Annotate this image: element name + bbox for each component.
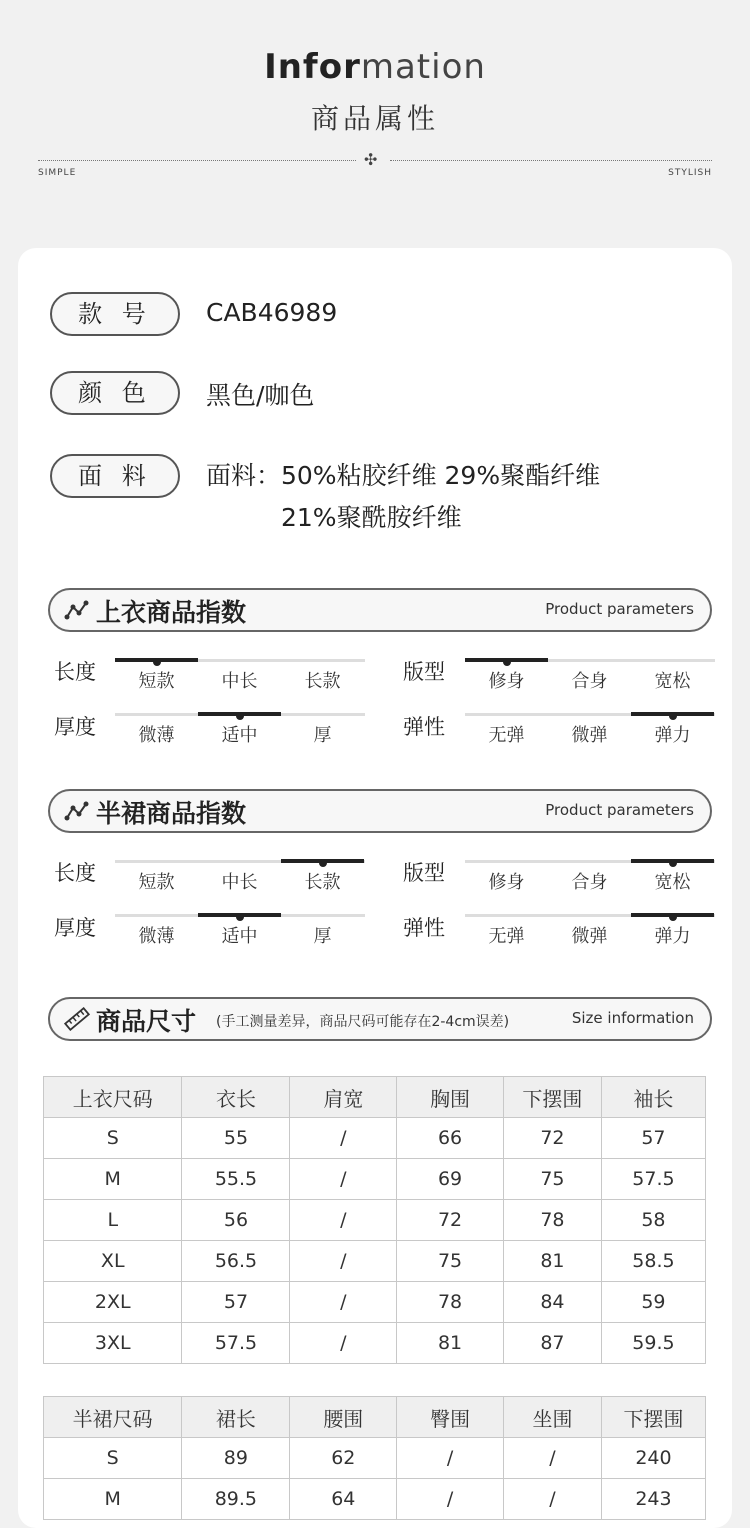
divider-right bbox=[390, 160, 712, 161]
table-cell: M bbox=[44, 1479, 182, 1520]
scale-option: 微薄 bbox=[138, 926, 175, 947]
scale-option: 宽松 bbox=[654, 872, 691, 893]
scale-option: 中长 bbox=[221, 671, 258, 692]
scale-selected-dot bbox=[669, 913, 677, 921]
table-cell: 75 bbox=[397, 1241, 504, 1282]
table-cell: / bbox=[290, 1282, 397, 1323]
table-header-row bbox=[44, 1397, 706, 1438]
skirt-index-subtitle: Product parameters bbox=[545, 801, 694, 819]
table-cell: 56 bbox=[182, 1200, 290, 1241]
table-cell: 84 bbox=[503, 1282, 601, 1323]
table-cell: 64 bbox=[290, 1479, 397, 1520]
table-row bbox=[44, 1159, 706, 1200]
table-cell: 57.5 bbox=[182, 1323, 290, 1364]
scale-option: 合身 bbox=[571, 671, 608, 692]
skirt-fit-scale bbox=[465, 860, 715, 900]
skirt-thickness-label: 厚度 bbox=[54, 916, 96, 940]
table-header-cell: 坐围 bbox=[504, 1397, 602, 1438]
top-index-subtitle: Product parameters bbox=[545, 600, 694, 618]
table-header-cell: 臀围 bbox=[397, 1397, 504, 1438]
skirt-thickness-scale bbox=[115, 914, 365, 954]
scale-option: 无弹 bbox=[488, 926, 525, 947]
skirt-length-scale bbox=[115, 860, 365, 900]
trend-line-icon bbox=[64, 598, 90, 622]
table-cell: / bbox=[290, 1200, 397, 1241]
table-cell: 89 bbox=[182, 1438, 290, 1479]
table-header-cell: 腰围 bbox=[290, 1397, 397, 1438]
table-cell: 240 bbox=[601, 1438, 705, 1479]
table-cell: 78 bbox=[503, 1200, 601, 1241]
table-cell: / bbox=[290, 1323, 397, 1364]
size-info-header bbox=[48, 997, 712, 1041]
scale-option: 适中 bbox=[221, 926, 258, 947]
table-cell: S bbox=[44, 1438, 182, 1479]
table-cell: 72 bbox=[503, 1118, 601, 1159]
scale-option: 长款 bbox=[304, 872, 341, 893]
scale-option: 厚 bbox=[313, 926, 332, 947]
scale-selected-dot bbox=[236, 712, 244, 720]
skirt-index-header bbox=[48, 789, 712, 833]
table-cell: / bbox=[504, 1479, 602, 1520]
style-number-label: 款 号 bbox=[50, 292, 180, 336]
table-header-cell: 肩宽 bbox=[290, 1077, 397, 1118]
table-cell: 87 bbox=[503, 1323, 601, 1364]
table-cell: 72 bbox=[397, 1200, 504, 1241]
scale-selected-dot bbox=[153, 658, 161, 666]
top-thickness-scale bbox=[115, 713, 365, 753]
title-chinese: 商品属性 bbox=[310, 102, 439, 135]
ornament-icon: ✣ bbox=[364, 150, 378, 169]
table-cell: 89.5 bbox=[182, 1479, 290, 1520]
color-value: 黑色/咖色 bbox=[206, 381, 315, 410]
scale-option: 弹力 bbox=[654, 725, 691, 746]
table-cell: 57 bbox=[182, 1282, 290, 1323]
scale-option: 无弹 bbox=[488, 725, 525, 746]
tag-stylish: STYLISH bbox=[668, 168, 712, 178]
fabric-value-line2: 21%聚酰胺纤维 bbox=[281, 503, 462, 532]
table-header-cell: 半裙尺码 bbox=[44, 1397, 182, 1438]
scale-option: 长款 bbox=[304, 671, 341, 692]
table-cell: M bbox=[44, 1159, 182, 1200]
scale-option: 微薄 bbox=[138, 725, 175, 746]
skirt-size-table bbox=[43, 1396, 706, 1520]
scale-selected-dot bbox=[503, 658, 511, 666]
scale-selected-dot bbox=[319, 859, 327, 867]
scale-option: 修身 bbox=[488, 872, 525, 893]
table-cell: 81 bbox=[503, 1241, 601, 1282]
table-row bbox=[44, 1200, 706, 1241]
tag-simple: SIMPLE bbox=[38, 168, 77, 178]
table-row bbox=[44, 1241, 706, 1282]
table-header-cell: 衣长 bbox=[182, 1077, 290, 1118]
scale-option: 弹力 bbox=[654, 926, 691, 947]
color-label: 颜 色 bbox=[50, 371, 180, 415]
top-fit-scale bbox=[465, 659, 715, 699]
table-cell: 55.5 bbox=[182, 1159, 290, 1200]
table-cell: 81 bbox=[397, 1323, 504, 1364]
table-row bbox=[44, 1118, 706, 1159]
table-cell: XL bbox=[44, 1241, 182, 1282]
fabric-value-line1: 面料：50%粘胶纤维 29%聚酯纤维 bbox=[206, 461, 601, 490]
table-cell: / bbox=[290, 1118, 397, 1159]
table-cell: 58.5 bbox=[601, 1241, 705, 1282]
top-length-scale bbox=[115, 659, 365, 699]
top-fit-label: 版型 bbox=[403, 660, 445, 684]
table-cell: 58 bbox=[601, 1200, 705, 1241]
table-cell: 62 bbox=[290, 1438, 397, 1479]
table-cell: 78 bbox=[397, 1282, 504, 1323]
top-elasticity-label: 弹性 bbox=[403, 715, 445, 739]
fabric-label: 面 料 bbox=[50, 454, 180, 498]
table-cell: 66 bbox=[397, 1118, 504, 1159]
table-cell: S bbox=[44, 1118, 182, 1159]
scale-option: 中长 bbox=[221, 872, 258, 893]
table-row bbox=[44, 1438, 706, 1479]
table-cell: 57.5 bbox=[601, 1159, 705, 1200]
scale-option: 厚 bbox=[313, 725, 332, 746]
scale-option: 微弹 bbox=[571, 725, 608, 746]
top-index-title: 上衣商品指数 bbox=[96, 598, 247, 627]
skirt-index-title: 半裙商品指数 bbox=[96, 799, 247, 828]
scale-option: 宽松 bbox=[654, 671, 691, 692]
divider-left bbox=[38, 160, 356, 161]
table-header-cell: 下摆围 bbox=[503, 1077, 601, 1118]
skirt-length-label: 长度 bbox=[54, 861, 96, 885]
scale-selected-dot bbox=[669, 859, 677, 867]
table-cell: 57 bbox=[601, 1118, 705, 1159]
table-row bbox=[44, 1323, 706, 1364]
table-row bbox=[44, 1479, 706, 1520]
table-header-cell: 袖长 bbox=[601, 1077, 705, 1118]
top-length-label: 长度 bbox=[54, 660, 96, 684]
size-info-title: 商品尺寸 bbox=[96, 1007, 197, 1036]
table-cell: 75 bbox=[503, 1159, 601, 1200]
ruler-icon bbox=[64, 1007, 90, 1031]
top-index-header bbox=[48, 588, 712, 632]
scale-option: 合身 bbox=[571, 872, 608, 893]
scale-option: 微弹 bbox=[571, 926, 608, 947]
size-info-note: (手工测量差异，商品尺码可能存在2-4cm误差) bbox=[216, 1014, 510, 1030]
table-cell: 2XL bbox=[44, 1282, 182, 1323]
top-elasticity-scale bbox=[465, 713, 715, 753]
table-header-row bbox=[44, 1077, 706, 1118]
scale-option: 短款 bbox=[138, 671, 175, 692]
table-cell: / bbox=[290, 1159, 397, 1200]
table-cell: 55 bbox=[182, 1118, 290, 1159]
table-cell: / bbox=[397, 1479, 504, 1520]
table-cell: 69 bbox=[397, 1159, 504, 1200]
table-cell: 3XL bbox=[44, 1323, 182, 1364]
title-english: Information bbox=[264, 47, 486, 87]
scale-option: 修身 bbox=[488, 671, 525, 692]
scale-selected-dot bbox=[669, 712, 677, 720]
table-header-cell: 上衣尺码 bbox=[44, 1077, 182, 1118]
style-number-value: CAB46989 bbox=[206, 298, 338, 327]
top-size-table bbox=[43, 1076, 706, 1364]
skirt-elasticity-scale bbox=[465, 914, 715, 954]
top-thickness-label: 厚度 bbox=[54, 715, 96, 739]
table-cell: 59 bbox=[601, 1282, 705, 1323]
skirt-fit-label: 版型 bbox=[403, 861, 445, 885]
scale-option: 短款 bbox=[138, 872, 175, 893]
skirt-elasticity-label: 弹性 bbox=[403, 916, 445, 940]
table-cell: / bbox=[290, 1241, 397, 1282]
page-header bbox=[0, 0, 750, 240]
table-cell: / bbox=[504, 1438, 602, 1479]
scale-option: 适中 bbox=[221, 725, 258, 746]
table-cell: 59.5 bbox=[601, 1323, 705, 1364]
trend-line-icon bbox=[64, 799, 90, 823]
table-header-cell: 裙长 bbox=[182, 1397, 290, 1438]
table-cell: 243 bbox=[601, 1479, 705, 1520]
table-cell: / bbox=[397, 1438, 504, 1479]
table-cell: 56.5 bbox=[182, 1241, 290, 1282]
table-row bbox=[44, 1282, 706, 1323]
scale-selected-dot bbox=[236, 913, 244, 921]
size-info-subtitle: Size information bbox=[571, 1009, 694, 1027]
table-header-cell: 下摆围 bbox=[601, 1397, 705, 1438]
table-header-cell: 胸围 bbox=[397, 1077, 504, 1118]
table-cell: L bbox=[44, 1200, 182, 1241]
